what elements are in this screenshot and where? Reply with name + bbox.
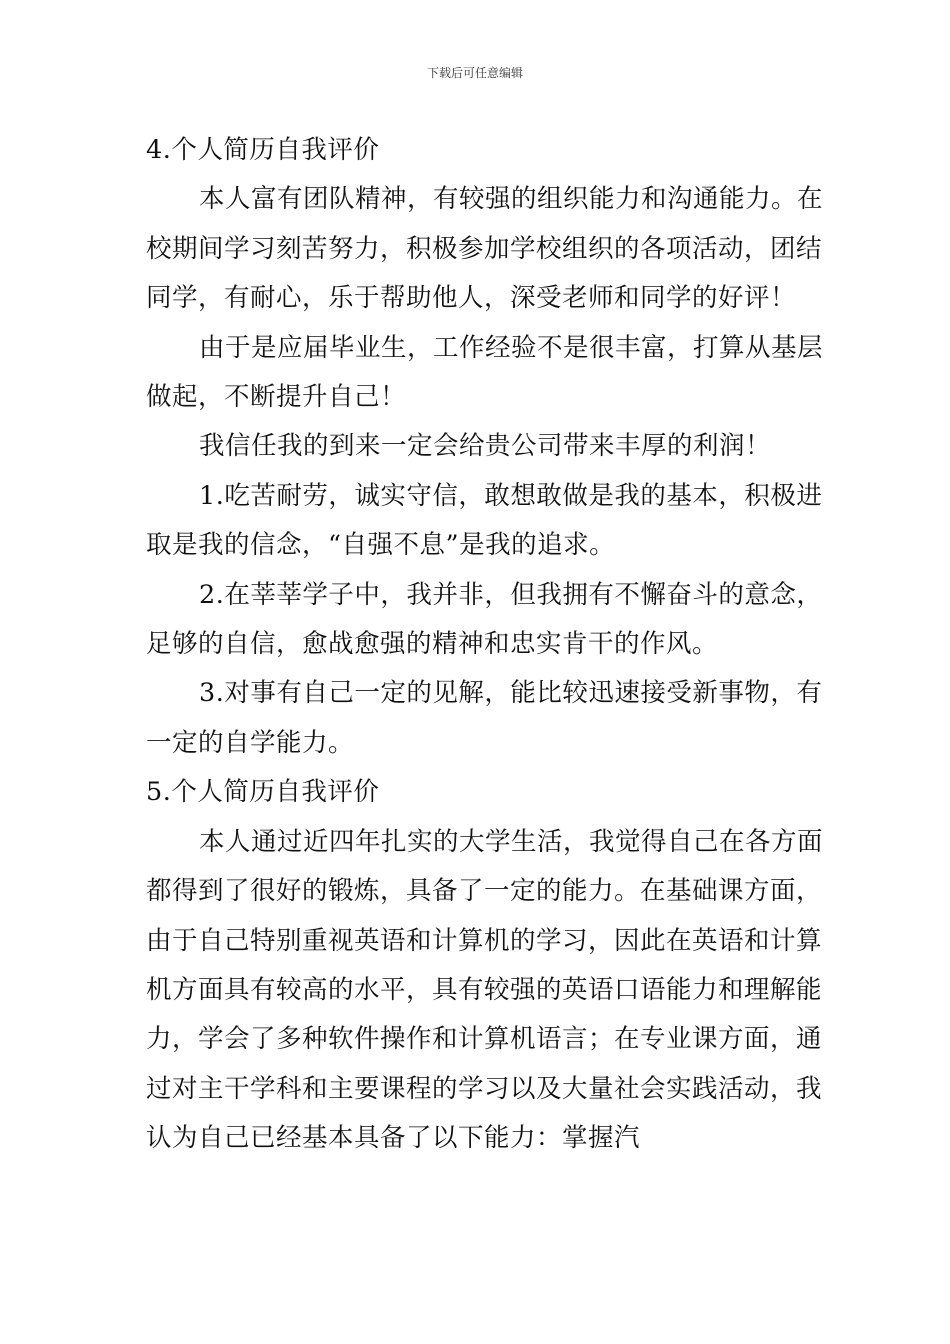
paragraph-confidence: 我信任我的到来一定会给贵公司带来丰厚的利润！ <box>199 431 772 462</box>
paragraph-graduate: 由于是应届毕业生，工作经验不是很丰富，打算从基层做起，不断提升自己！ <box>146 332 824 413</box>
list-item-3: 3.对事有自己一定的见解，能比较迅速接受新事物，有一定的自学能力。 <box>146 678 823 758</box>
page-header-note: 下载后可任意编辑 <box>426 66 523 80</box>
section-heading-5: 5.个人简历自我评价 <box>146 777 380 808</box>
paragraph-team-spirit: 本人富有团队精神，有较强的组织能力和沟通能力。在校期间学习刻苦努力，积极参加学校组织的各项活动，团结同学，有耐心，乐于帮助他人，深受老师和同学的好评！ <box>146 184 824 314</box>
document-body <box>146 126 826 1164</box>
paragraph-university-life: 本人通过近四年扎实的大学生活，我觉得自己在各方面都得到了很好的锻炼，具备了一定的能力。在基础课方面，由于自己特别重视英语和计算机的学习，因此在英语和计算机方面具有较高的水平，具有较强的英语口语能力和理解能力，学会了多种软件操作和计算机语言；在专业课方面，通过对主干学科和主要课程的学习以及大量社会实践活动，我认为自己已经基本具备了以下能力：掌握汽 <box>146 826 824 1154</box>
section-heading-4: 4.个人简历自我评价 <box>146 135 380 165</box>
list-item-2: 2.在莘莘学子中，我并非，但我拥有不懈奋斗的意念，足够的自信，愈战愈强的精神和忠实肯干的作风。 <box>146 579 823 660</box>
list-item-1: 1.吃苦耐劳，诚实守信，敢想敢做是我的基本，积极进取是我的信念，“自强不息”是我的追求。 <box>146 480 823 561</box>
